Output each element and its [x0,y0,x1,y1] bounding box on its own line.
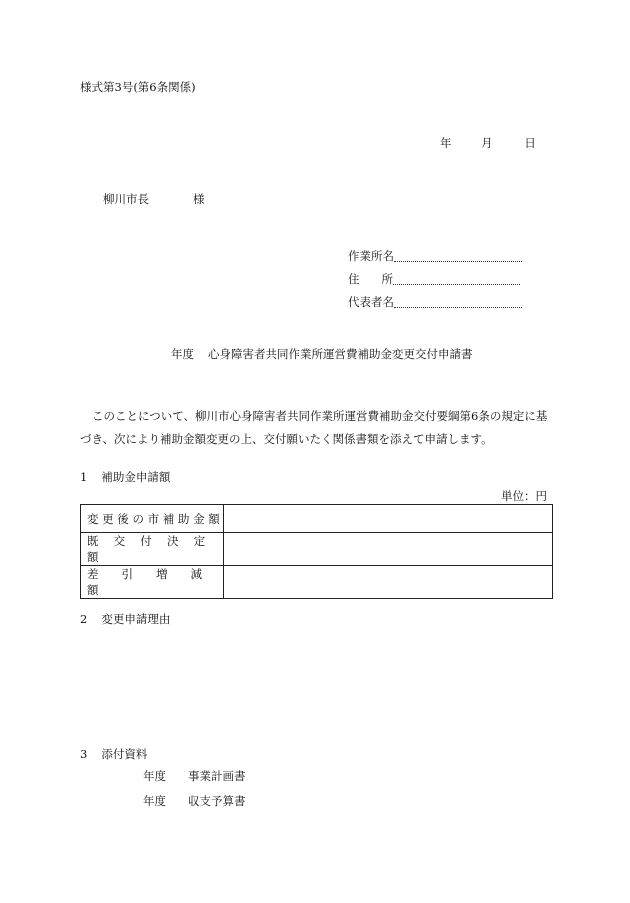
date-month-label: 月 [481,136,493,150]
application-body-text: このことについて、柳川市心身障害者共同作業所運営費補助金交付要綱第6条の規定に基づき、次により補助金額変更の上、交付願いたく関係書類を添えて申請します。 [80,409,548,446]
attachment-item [143,796,246,808]
section-2-heading [80,614,170,626]
representative-field[interactable] [394,296,522,308]
address-label-2: 所 [381,271,393,286]
section-1-title: 補助金申請額 [101,470,171,484]
addressee-honorific: 様 [193,192,205,206]
representative-label: 代表者名 [348,294,394,309]
office-name-label: 作業所名 [348,248,394,263]
decided-amount-field[interactable] [224,533,553,566]
section-2-title: 変更申請理由 [101,612,171,626]
unit-label: 単位：円 [501,489,547,503]
table-row [81,533,553,566]
attachment-name: 事業計画書 [188,769,246,783]
addressee [103,194,205,206]
difference-amount-label: 差 引 増 減 額 [81,566,224,599]
difference-amount-field[interactable] [224,566,553,599]
applicant-office-row [348,250,522,262]
date-line [440,138,536,150]
date-day-label: 日 [524,136,536,150]
revised-amount-field[interactable] [224,505,553,533]
addressee-name: 柳川市長 [103,192,149,206]
form-number: 様式第3号(第6条関係) [80,80,196,94]
address-field[interactable] [393,273,520,285]
title-text: 心身障害者共同作業所運営費補助金変更交付申請書 [208,347,473,361]
section-2-number: 2 [80,612,88,626]
date-year-label: 年 [440,136,452,150]
revised-amount-label: 変 更 後 の 市 補 助 金 額 [81,505,224,533]
decided-amount-label: 既 交 付 決 定 額 [81,533,224,566]
table-row [81,566,553,599]
section-3-heading [80,749,147,761]
section-3-number: 3 [80,747,88,761]
office-name-field[interactable] [394,250,522,262]
section-1-number: 1 [80,470,88,484]
applicant-address-row [348,273,520,285]
table-row [81,505,553,533]
document-title [171,349,473,361]
address-label-1: 住 [348,271,360,286]
attachment-name: 収支予算書 [188,794,246,808]
amount-table [80,504,553,599]
section-3-title: 添付資料 [101,747,148,761]
attachment-year: 年度 [143,794,166,808]
section-1-heading [80,472,170,484]
title-year: 年度 [171,347,194,361]
applicant-representative-row [348,296,522,308]
attachment-item [143,771,246,783]
attachment-year: 年度 [143,769,166,783]
